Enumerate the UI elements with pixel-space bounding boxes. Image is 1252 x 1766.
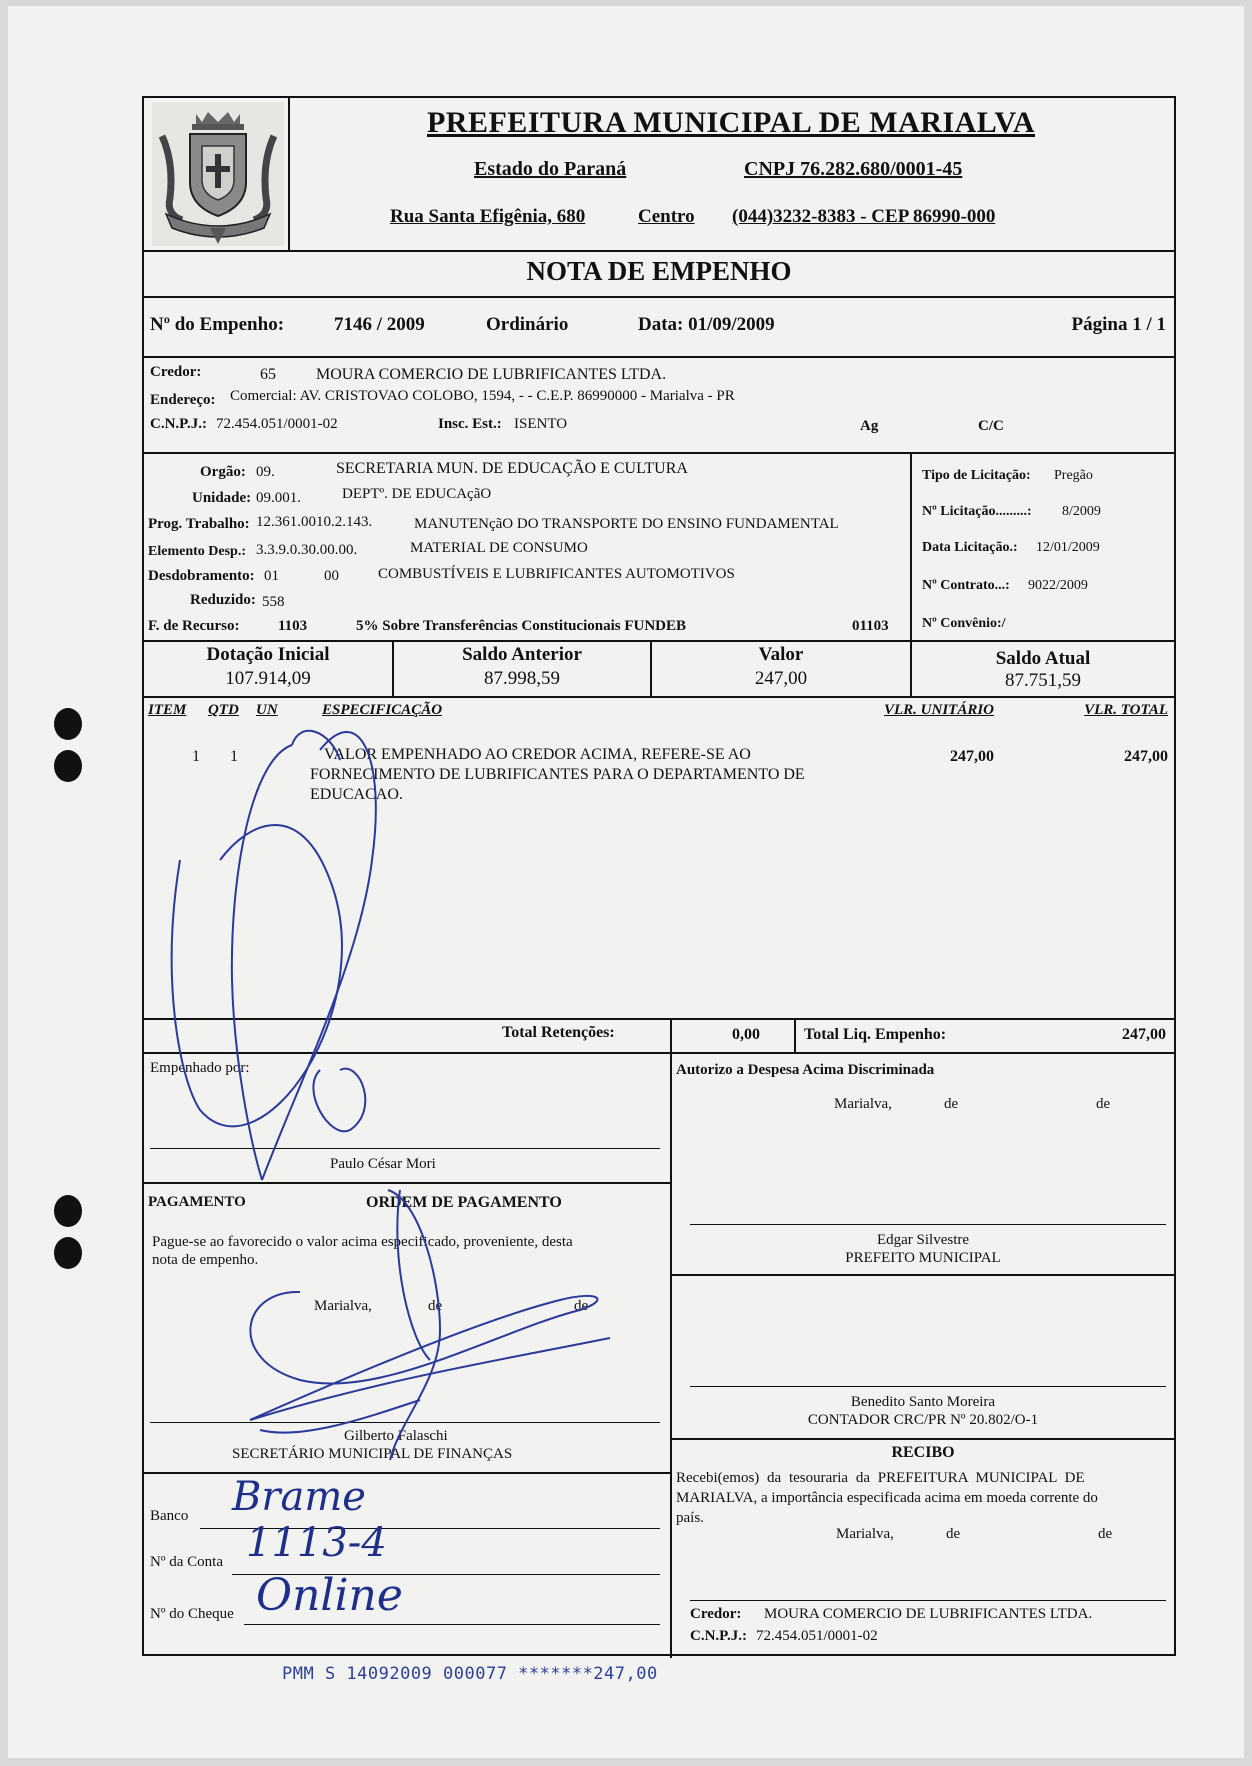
recibo-de2: de [1098, 1526, 1113, 1542]
prog-name: MANUTENçãO DO TRANSPORTE DO ENSINO FUNDAMENTAL [414, 516, 839, 532]
prog-label: Prog. Trabalho: [148, 516, 250, 532]
header-state: Estado do Paraná [474, 158, 627, 180]
recibo-cnpj-label: C.N.P.J.: [690, 1628, 747, 1644]
contrato-label: Nº Contrato...: [922, 578, 1010, 593]
credor-name: MOURA COMERCIO DE LUBRIFICANTES LTDA. [316, 366, 667, 383]
autorizo-de2: de [1096, 1096, 1111, 1112]
conta-handwritten: 1113-4 [246, 1520, 387, 1566]
agency-label: Ag [860, 418, 879, 434]
pagamento-de2: de [574, 1298, 589, 1314]
banco-label: Banco [150, 1508, 189, 1524]
cnpj-label: C.N.P.J.: [150, 416, 207, 432]
pagamento-city: Marialva, [314, 1298, 372, 1314]
cheque-handwritten: Online [256, 1570, 403, 1621]
saldo-atual-value: 87.751,59 [1005, 670, 1081, 691]
secretario-name: Gilberto Falaschi [344, 1428, 448, 1444]
col-valor-unitario: VLR. UNITÁRIO [884, 702, 995, 718]
num-licitacao-label: Nº Licitação.........: [922, 504, 1032, 519]
orgao-code: 09. [256, 464, 275, 480]
header-cnpj: CNPJ 76.282.680/0001-45 [744, 158, 963, 180]
valor-label: Valor [758, 644, 804, 665]
total-retencoes-label: Total Retenções: [502, 1024, 615, 1041]
account-label: C/C [978, 418, 1004, 434]
prefeito-role: PREFEITO MUNICIPAL [845, 1250, 1001, 1266]
empenho-number: 7146 / 2009 [334, 314, 425, 335]
total-retencoes-value: 0,00 [732, 1026, 760, 1043]
conta-label: Nº da Conta [150, 1554, 223, 1570]
empenhado-por-name: Paulo César Mori [330, 1156, 436, 1172]
empenhado-por-label: Empenhado por: [150, 1060, 250, 1076]
autorizo-de1: de [944, 1096, 959, 1112]
dotacao-label: Dotação Inicial [206, 644, 330, 665]
desd-b: 00 [324, 568, 339, 584]
col-qtd: QTD [208, 702, 239, 718]
ordem-pagamento-label: ORDEM DE PAGAMENTO [366, 1194, 562, 1211]
item-unit-value: 247,00 [950, 748, 994, 765]
col-un: UN [256, 702, 278, 718]
elem-name: MATERIAL DE CONSUMO [410, 540, 588, 556]
credor-cnpj: 72.454.051/0001-02 [216, 416, 338, 432]
pagamento-text-2: nota de empenho. [152, 1252, 259, 1268]
item-desc-line2: FORNECIMENTO DE LUBRIFICANTES PARA O DEPARTAMENTO DE [310, 766, 805, 783]
col-valor-total: VLR. TOTAL [1084, 702, 1168, 718]
contrato: 9022/2009 [1028, 578, 1088, 593]
recibo-credor-label: Credor: [690, 1606, 742, 1622]
recibo-title: RECIBO [891, 1444, 955, 1461]
contador-name: Benedito Santo Moreira [850, 1394, 996, 1410]
item-desc-line3: EDUCACAO. [310, 786, 403, 803]
recurso-number: 01103 [852, 618, 889, 634]
unidade-name: DEPTº. DE EDUCAçãO [342, 486, 492, 502]
item-total-value: 247,00 [1124, 748, 1168, 765]
data-licitacao: 12/01/2009 [1036, 540, 1100, 555]
autorizo-city: Marialva, [834, 1096, 892, 1112]
desd-a: 01 [264, 568, 279, 584]
insc-value: ISENTO [514, 416, 568, 432]
orgao-name: SECRETARIA MUN. DE EDUCAÇÃO E CULTURA [336, 460, 688, 477]
header-phone-cep: (044)3232-8383 - CEP 86990-000 [732, 206, 996, 227]
recurso-name: 5% Sobre Transferências Constitucionais FUNDEB [356, 618, 687, 634]
reduzido-label: Reduzido: [190, 592, 256, 608]
recibo-credor: MOURA COMERCIO DE LUBRIFICANTES LTDA. [764, 1606, 1093, 1622]
dotacao-value: 107.914,09 [225, 668, 311, 689]
orgao-label: Orgão: [200, 464, 246, 480]
recibo-text-3: país. [676, 1510, 704, 1526]
convenio-label: Nº Convênio:/ [922, 616, 1006, 631]
total-liquido-value: 247,00 [1122, 1026, 1166, 1043]
elem-code: 3.3.9.0.30.00.00. [256, 542, 358, 558]
desd-name: COMBUSTÍVEIS E LUBRIFICANTES AUTOMOTIVOS [378, 566, 735, 582]
credor-label: Credor: [150, 364, 202, 380]
recurso-code: 1103 [278, 618, 308, 634]
payment-stamp: PMM S 14092009 000077 *******247,00 [282, 1664, 658, 1684]
pagamento-label: PAGAMENTO [148, 1194, 246, 1210]
prog-code: 12.361.0010.2.143. [256, 514, 373, 530]
saldo-anterior-value: 87.998,59 [484, 668, 560, 689]
header-title: PREFEITURA MUNICIPAL DE MARIALVA [426, 106, 1036, 139]
banco-handwritten: Brame [232, 1474, 366, 1520]
header-street: Rua Santa Efigênia, 680 [390, 206, 586, 227]
tipo-licitacao-label: Tipo de Licitação: [922, 468, 1031, 483]
document-title: NOTA DE EMPENHO [526, 256, 792, 286]
credor-code: 65 [260, 366, 276, 383]
recibo-city: Marialva, [836, 1526, 894, 1542]
desd-label: Desdobramento: [148, 568, 255, 584]
unidade-code: 09.001. [256, 490, 301, 506]
recibo-de1: de [946, 1526, 961, 1542]
empenho-number-label: Nº do Empenho: [150, 314, 285, 335]
insc-label: Insc. Est.: [438, 416, 502, 432]
valor-value: 247,00 [754, 668, 808, 689]
cheque-label: Nº do Cheque [150, 1606, 234, 1622]
tipo-licitacao: Pregão [1054, 468, 1093, 483]
col-especificacao: ESPECIFICAÇÃO [322, 702, 443, 718]
pagamento-de1: de [428, 1298, 443, 1314]
total-liquido-label: Total Liq. Empenho: [804, 1026, 947, 1043]
elem-label: Elemento Desp.: [148, 544, 246, 559]
pagamento-text-1: Pague-se ao favorecido o valor acima especificado, proveniente, desta [152, 1234, 573, 1250]
item-number: 1 [192, 748, 200, 765]
item-desc-line1: VALOR EMPENHADO AO CREDOR ACIMA, REFERE-SE AO [324, 746, 751, 763]
credor-address: Comercial: AV. CRISTOVAO COLOBO, 1594, - - C.E.P. 86990000 - Marialva - PR [230, 388, 735, 404]
num-licitacao: 8/2009 [1062, 504, 1101, 519]
recibo-text-2: MARIALVA, a importância especificada acima em moeda corrente do [676, 1490, 1098, 1506]
item-qtd: 1 [230, 748, 238, 765]
recibo-text-1: Recebi(emos) da tesouraria da PREFEITURA MUNICIPAL DE [676, 1470, 1085, 1486]
col-item: ITEM [148, 702, 187, 718]
recurso-label: F. de Recurso: [148, 618, 240, 634]
address-label: Endereço: [150, 392, 216, 408]
saldo-atual-label: Saldo Atual [995, 648, 1091, 669]
saldo-anterior-label: Saldo Anterior [462, 644, 582, 665]
unidade-label: Unidade: [192, 490, 252, 506]
secretario-role: SECRETÁRIO MUNICIPAL DE FINANÇAS [232, 1446, 513, 1462]
page-number: Página 1 / 1 [1071, 314, 1166, 335]
data-licitacao-label: Data Licitação.: [922, 540, 1018, 555]
contador-role: CONTADOR CRC/PR Nº 20.802/O-1 [807, 1412, 1039, 1428]
recibo-cnpj: 72.454.051/0001-02 [756, 1628, 878, 1644]
header-district: Centro [638, 206, 695, 227]
prefeito-name: Edgar Silvestre [876, 1232, 970, 1248]
reduzido-value: 558 [262, 594, 285, 610]
empenho-type: Ordinário [486, 314, 569, 335]
empenho-date: Data: 01/09/2009 [638, 314, 775, 335]
autorizo-label: Autorizo a Despesa Acima Discriminada [676, 1062, 935, 1078]
